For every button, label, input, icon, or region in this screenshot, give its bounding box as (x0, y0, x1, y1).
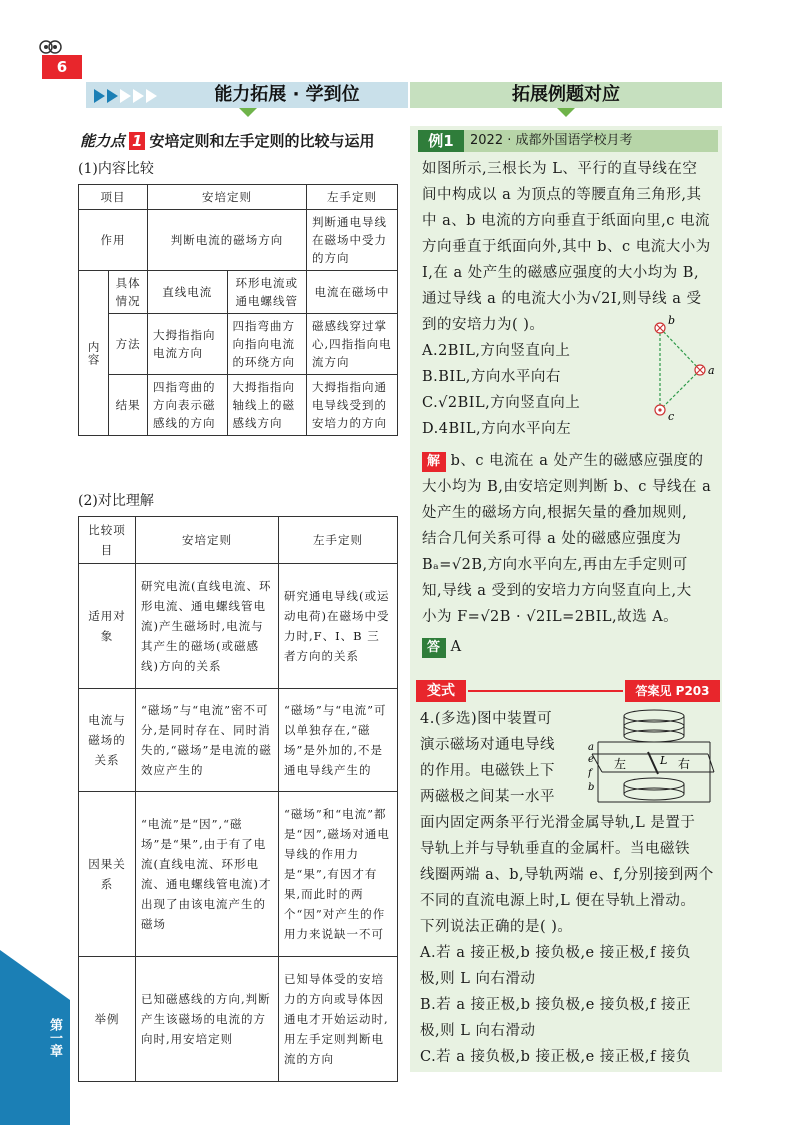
text-line: 下列说法正确的是( )。 (420, 919, 573, 935)
table-cell: “磁场”与“电流”可以单独存在,“磁场”是外加的,不是通电导线产生的 (279, 689, 398, 792)
table-cell: 研究电流(直线电流、环形电流、通电螺线管电流)产生磁场时,电流与其产生的磁场(或磁感线)方向的关系 (136, 564, 279, 689)
table-cell: 电流与磁场的关系 (79, 689, 136, 792)
option: A.2BIL,方向竖直向上 (422, 343, 571, 359)
table-cell: 四指弯曲的方向表示磁感线的方向 (148, 375, 228, 436)
section-heading (80, 130, 374, 151)
text-line: 不同的直流电源上时,L 便在导轨上滑动。 (420, 893, 696, 909)
label-left: 左 (614, 757, 627, 771)
text-line: 演示磁场对通电导线 (420, 737, 555, 753)
text-line (422, 448, 718, 474)
table-cell: 举例 (79, 957, 136, 1082)
text-line: 线圈两端 a、b,导轨两端 e、f,分别接到两个 (420, 867, 714, 883)
subheading-2: (2)对比理解 (78, 493, 154, 509)
text-line: 间中构成以 a 为顶点的等腰直角三角形,其 (422, 187, 702, 203)
text-line: 通过导线 a 的电流大小为√2I,则导线 a 受 (422, 291, 702, 307)
table-cell: 安培定则 (136, 517, 279, 564)
table-cell: 环形电流或通电螺线管 (227, 271, 307, 314)
variant-tag: 变式 (416, 680, 466, 702)
label-right: 右 (678, 757, 691, 771)
example-tag: 例1 (418, 130, 464, 152)
chapter-side-band (0, 0, 70, 1125)
table-cell: 左手定则 (279, 517, 398, 564)
solution-block (422, 448, 718, 660)
electromagnet-figure (588, 706, 720, 810)
table-cell: 已知导体受的安培力的方向或导体因通电才开始运动时,用左手定则判断电流的方向 (279, 957, 398, 1082)
table-row (79, 185, 398, 210)
option: C.若 a 接负极,b 接正极,e 接正极,f 接负 (420, 1049, 691, 1065)
option: B.BIL,方向水平向右 (422, 369, 561, 385)
chapter-tab: 第一章 (47, 1018, 62, 1057)
label-c: c (668, 410, 675, 423)
text-line: 如图所示,三根长为 L、平行的直导线在空 (422, 161, 698, 177)
table-cell: 判断电流的磁场方向 (148, 210, 307, 271)
text-line: 到的安培力为( )。 (422, 317, 545, 333)
section-label: 能力点 (80, 132, 126, 150)
text-line: Bₐ=√2B,方向水平向左,再由左手定则可 (422, 557, 688, 573)
option: C.√2BIL,方向竖直向上 (422, 395, 581, 411)
table-cell: 比较项目 (79, 517, 136, 564)
table-row (79, 957, 398, 1082)
table-row (79, 314, 398, 375)
table-row (79, 375, 398, 436)
text-line: 两磁极之间某一水平 (420, 789, 555, 805)
label-a: a (708, 364, 715, 377)
section-number: 1 (129, 132, 145, 150)
option: D.4BIL,方向水平向左 (422, 421, 572, 437)
section-title: 安培定则和左手定则的比较与运用 (149, 132, 375, 150)
table-cell: 大拇指指向轴线上的磁感线方向 (227, 375, 307, 436)
text-line: I,在 a 处产生的磁感应强度的大小均为 B, (422, 265, 700, 281)
label-a2: a (588, 742, 594, 753)
table-cell: 判断通电导线在磁场中受力的方向 (307, 210, 398, 271)
table-cell: 大拇指指向通电导线受到的安培力的方向 (307, 375, 398, 436)
compare-table-1 (78, 184, 398, 436)
label-e: e (588, 754, 594, 765)
text-line: 大小均为 B,由安培定则判断 b、c 导线在 a (422, 479, 712, 495)
wire-b-icon (655, 323, 665, 333)
table-cell: 具体情况 (109, 271, 148, 314)
answer-value: A (450, 639, 462, 655)
page-number: 6 (42, 55, 82, 79)
table-cell: “磁场”和“电流”都是“因”,磁场对通电导线的作用力是“果”,有因才有果,而此时的两个“因”对产生的作用力来说缺一不可 (279, 792, 398, 957)
table-row (79, 792, 398, 957)
variant-rule (468, 690, 623, 692)
table-row (79, 564, 398, 689)
subheading-1: (1)内容比较 (78, 161, 154, 177)
table-row (79, 689, 398, 792)
table-cell: “电流”是“因”,“磁场”是“果”,由于有了电流(直线电流、环形电流、通电螺线管电流)才出现了由该电流产生的磁场 (136, 792, 279, 957)
text-line: 处产生的磁场方向,根据矢量的叠加规则, (422, 505, 688, 521)
text-line: 面内固定两条平行光滑金属导轨,L 是置于 (420, 815, 696, 831)
solution-text: b、c 电流在 a 处产生的磁感应强度的 (450, 453, 704, 469)
option: 极,则 L 向右滑动 (420, 971, 536, 987)
table-cell: 电流在磁场中 (307, 271, 398, 314)
text-line: 导轨上并与导轨垂直的金属杆。当电磁铁 (420, 841, 690, 857)
table-cell: 方法 (109, 314, 148, 375)
variant-answer-ref: 答案见 P203 (625, 680, 720, 702)
table-cell: 四指弯曲方向指向电流的环绕方向 (227, 314, 307, 375)
answer-tag: 答 (422, 638, 446, 658)
table-cell: 直线电流 (148, 271, 228, 314)
option: 极,则 L 向右滑动 (420, 1023, 536, 1039)
label-b: b (668, 314, 676, 327)
table-cell: 左手定则 (307, 185, 398, 210)
wire-c-icon (655, 405, 665, 415)
answer-line (422, 634, 718, 660)
label-f: f (588, 768, 592, 779)
table-cell: 内容 (79, 271, 109, 436)
example-source: 2022 · 成都外国语学校月考 (470, 133, 633, 148)
text-line: 中 a、b 电流的方向垂直于纸面向里,c 电流 (422, 213, 710, 229)
banner-right-pointer (557, 108, 575, 117)
table-cell: 研究通电导线(或运动电荷)在磁场中受力时,F、I、B 三者方向的关系 (279, 564, 398, 689)
solution-tag: 解 (422, 452, 446, 472)
table-cell: 项目 (79, 185, 148, 210)
option: B.若 a 接正极,b 接负极,e 接负极,f 接正 (420, 997, 692, 1013)
text-line: 的作用。电磁铁上下 (420, 763, 555, 779)
table-cell: 结果 (109, 375, 148, 436)
table-row (79, 517, 398, 564)
table-cell: 已知磁感线的方向,判断产生该磁场的电流的方向时,用安培定则 (136, 957, 279, 1082)
banner-left-title: 能力拓展 · 学到位 (214, 84, 360, 105)
table-cell: 适用对象 (79, 564, 136, 689)
table-cell: 大拇指指向电流方向 (148, 314, 228, 375)
text-line: 4.(多选)图中装置可 (420, 711, 553, 727)
table-cell: 安培定则 (148, 185, 307, 210)
table-cell: 磁感线穿过掌心,四指指向电流方向 (307, 314, 398, 375)
banner-right-title: 拓展例题对应 (512, 84, 620, 105)
banner-left (86, 82, 408, 108)
text-line: 方向垂直于纸面向外,其中 b、c 电流大小为 (422, 239, 711, 255)
table-cell: “磁场”与“电流”密不可分,是同时存在、同时消失的,“磁场”是电流的磁效应产生的 (136, 689, 279, 792)
table-row (79, 210, 398, 271)
text-line: 结合几何关系可得 a 处的磁感应强度为 (422, 531, 682, 547)
text-line: 小为 F=√2B · √2IL=2BIL,故选 A。 (422, 609, 679, 625)
banner-left-pointer (239, 108, 257, 117)
banner-right (410, 82, 722, 108)
table-cell: 因果关系 (79, 792, 136, 957)
option: A.若 a 接正极,b 接负极,e 接正极,f 接负 (420, 945, 691, 961)
arrows-icon (94, 88, 159, 107)
table-cell: 作用 (79, 210, 148, 271)
triangle-wires-figure (640, 310, 720, 425)
text-line: 知,导线 a 受到的安培力方向竖直向上,大 (422, 583, 692, 599)
label-b2: b (588, 782, 595, 793)
table-row (79, 271, 398, 314)
mascot-icon (38, 38, 62, 56)
label-L: L (660, 754, 668, 767)
compare-table-2 (78, 516, 398, 1082)
wire-a-icon (695, 365, 705, 375)
